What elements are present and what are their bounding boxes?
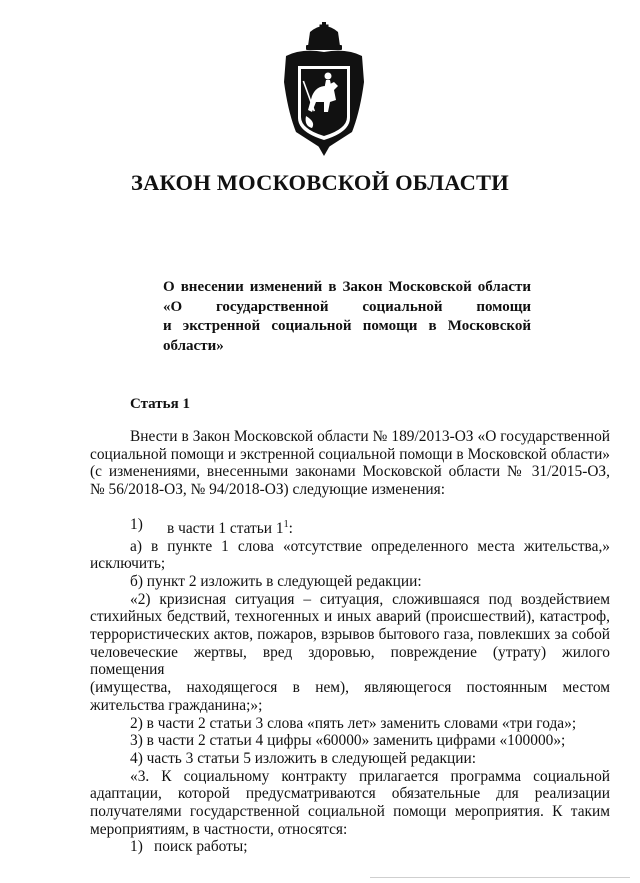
quote-line: стихийных бедствий, техногенных и иных аварий (происшествий), катастроф, [90, 608, 610, 626]
quote-line: человеческие жертвы, вред здоровью, повреждение (утрату) жилого помещения [90, 643, 610, 679]
subject-line: «О государственной социальной помощи [163, 298, 531, 315]
list-item [90, 516, 610, 538]
list-item: 2) в части 2 статьи 3 слова «пять лет» заменить словами «три года»; [130, 714, 577, 732]
list-item [90, 838, 610, 856]
quote-line: получателями государственной социальной помощи мероприятия. К таким [90, 803, 610, 821]
subject-line: и экстренной социальной помощи в Московской [163, 318, 531, 334]
subitem-line: б) пункт 2 изложить в следующей редакции: [130, 572, 422, 590]
quote-line: «2) кризисная ситуация – ситуация, сложившаяся под воздействием [130, 590, 610, 608]
quote-line: (имущества, находящегося в нем), являющегося постоянным местом [90, 679, 610, 697]
intro-line: социальной помощи и экстренной социальной помощи в Московской области» [90, 445, 610, 463]
article-heading: Статья 1 [130, 396, 190, 412]
moscow-oblast-coat-of-arms-icon [282, 22, 366, 158]
item-text: поиск работы; [154, 838, 248, 856]
subitem-line: а) в пункте 1 слова «отсутствие определенного места жительства,» [130, 537, 610, 555]
item-number: 1) [130, 515, 143, 533]
scan-edge-line [370, 877, 630, 878]
quote-line: жительства гражданина;»; [90, 696, 263, 714]
intro-line: № 56/2018-ОЗ, № 94/2018-ОЗ) следующие изменения: [90, 481, 446, 499]
item-number: 1) [130, 838, 143, 856]
law-subject [163, 278, 531, 356]
subject-line: О внесении изменений в Закон Московской области [163, 279, 531, 295]
list-item: 4) часть 3 статьи 5 изложить в следующей редакции: [130, 749, 477, 767]
superscript: 1 [283, 518, 289, 530]
law-title: ЗАКОН МОСКОВСКОЙ ОБЛАСТИ [131, 170, 509, 195]
list-item: 3) в части 2 статьи 4 цифры «60000» заменить цифрами «100000»; [130, 732, 566, 750]
intro-line: Внести в Закон Московской области № 189/2013-ОЗ «О государственной [130, 428, 610, 445]
intro-line: (с изменениями, внесенными законами Московской области № 31/2015-ОЗ, [90, 463, 610, 481]
document-body [90, 428, 610, 856]
quote-line: террористических актов, пожаров, взрывов бытового газа, повлекших за собой [90, 626, 610, 644]
item-text: в части 1 статьи $1^1$: [167, 518, 293, 537]
quote-line: мероприятиям, в частности, относятся: [90, 820, 348, 838]
quote-line: адаптации, которой предусматриваются обязательные для реализации [90, 785, 610, 803]
subitem-line: исключить; [90, 555, 166, 573]
subject-line: области» [163, 337, 224, 354]
quote-line: «3. К социальному контракту прилагается программа социальной [130, 767, 610, 785]
